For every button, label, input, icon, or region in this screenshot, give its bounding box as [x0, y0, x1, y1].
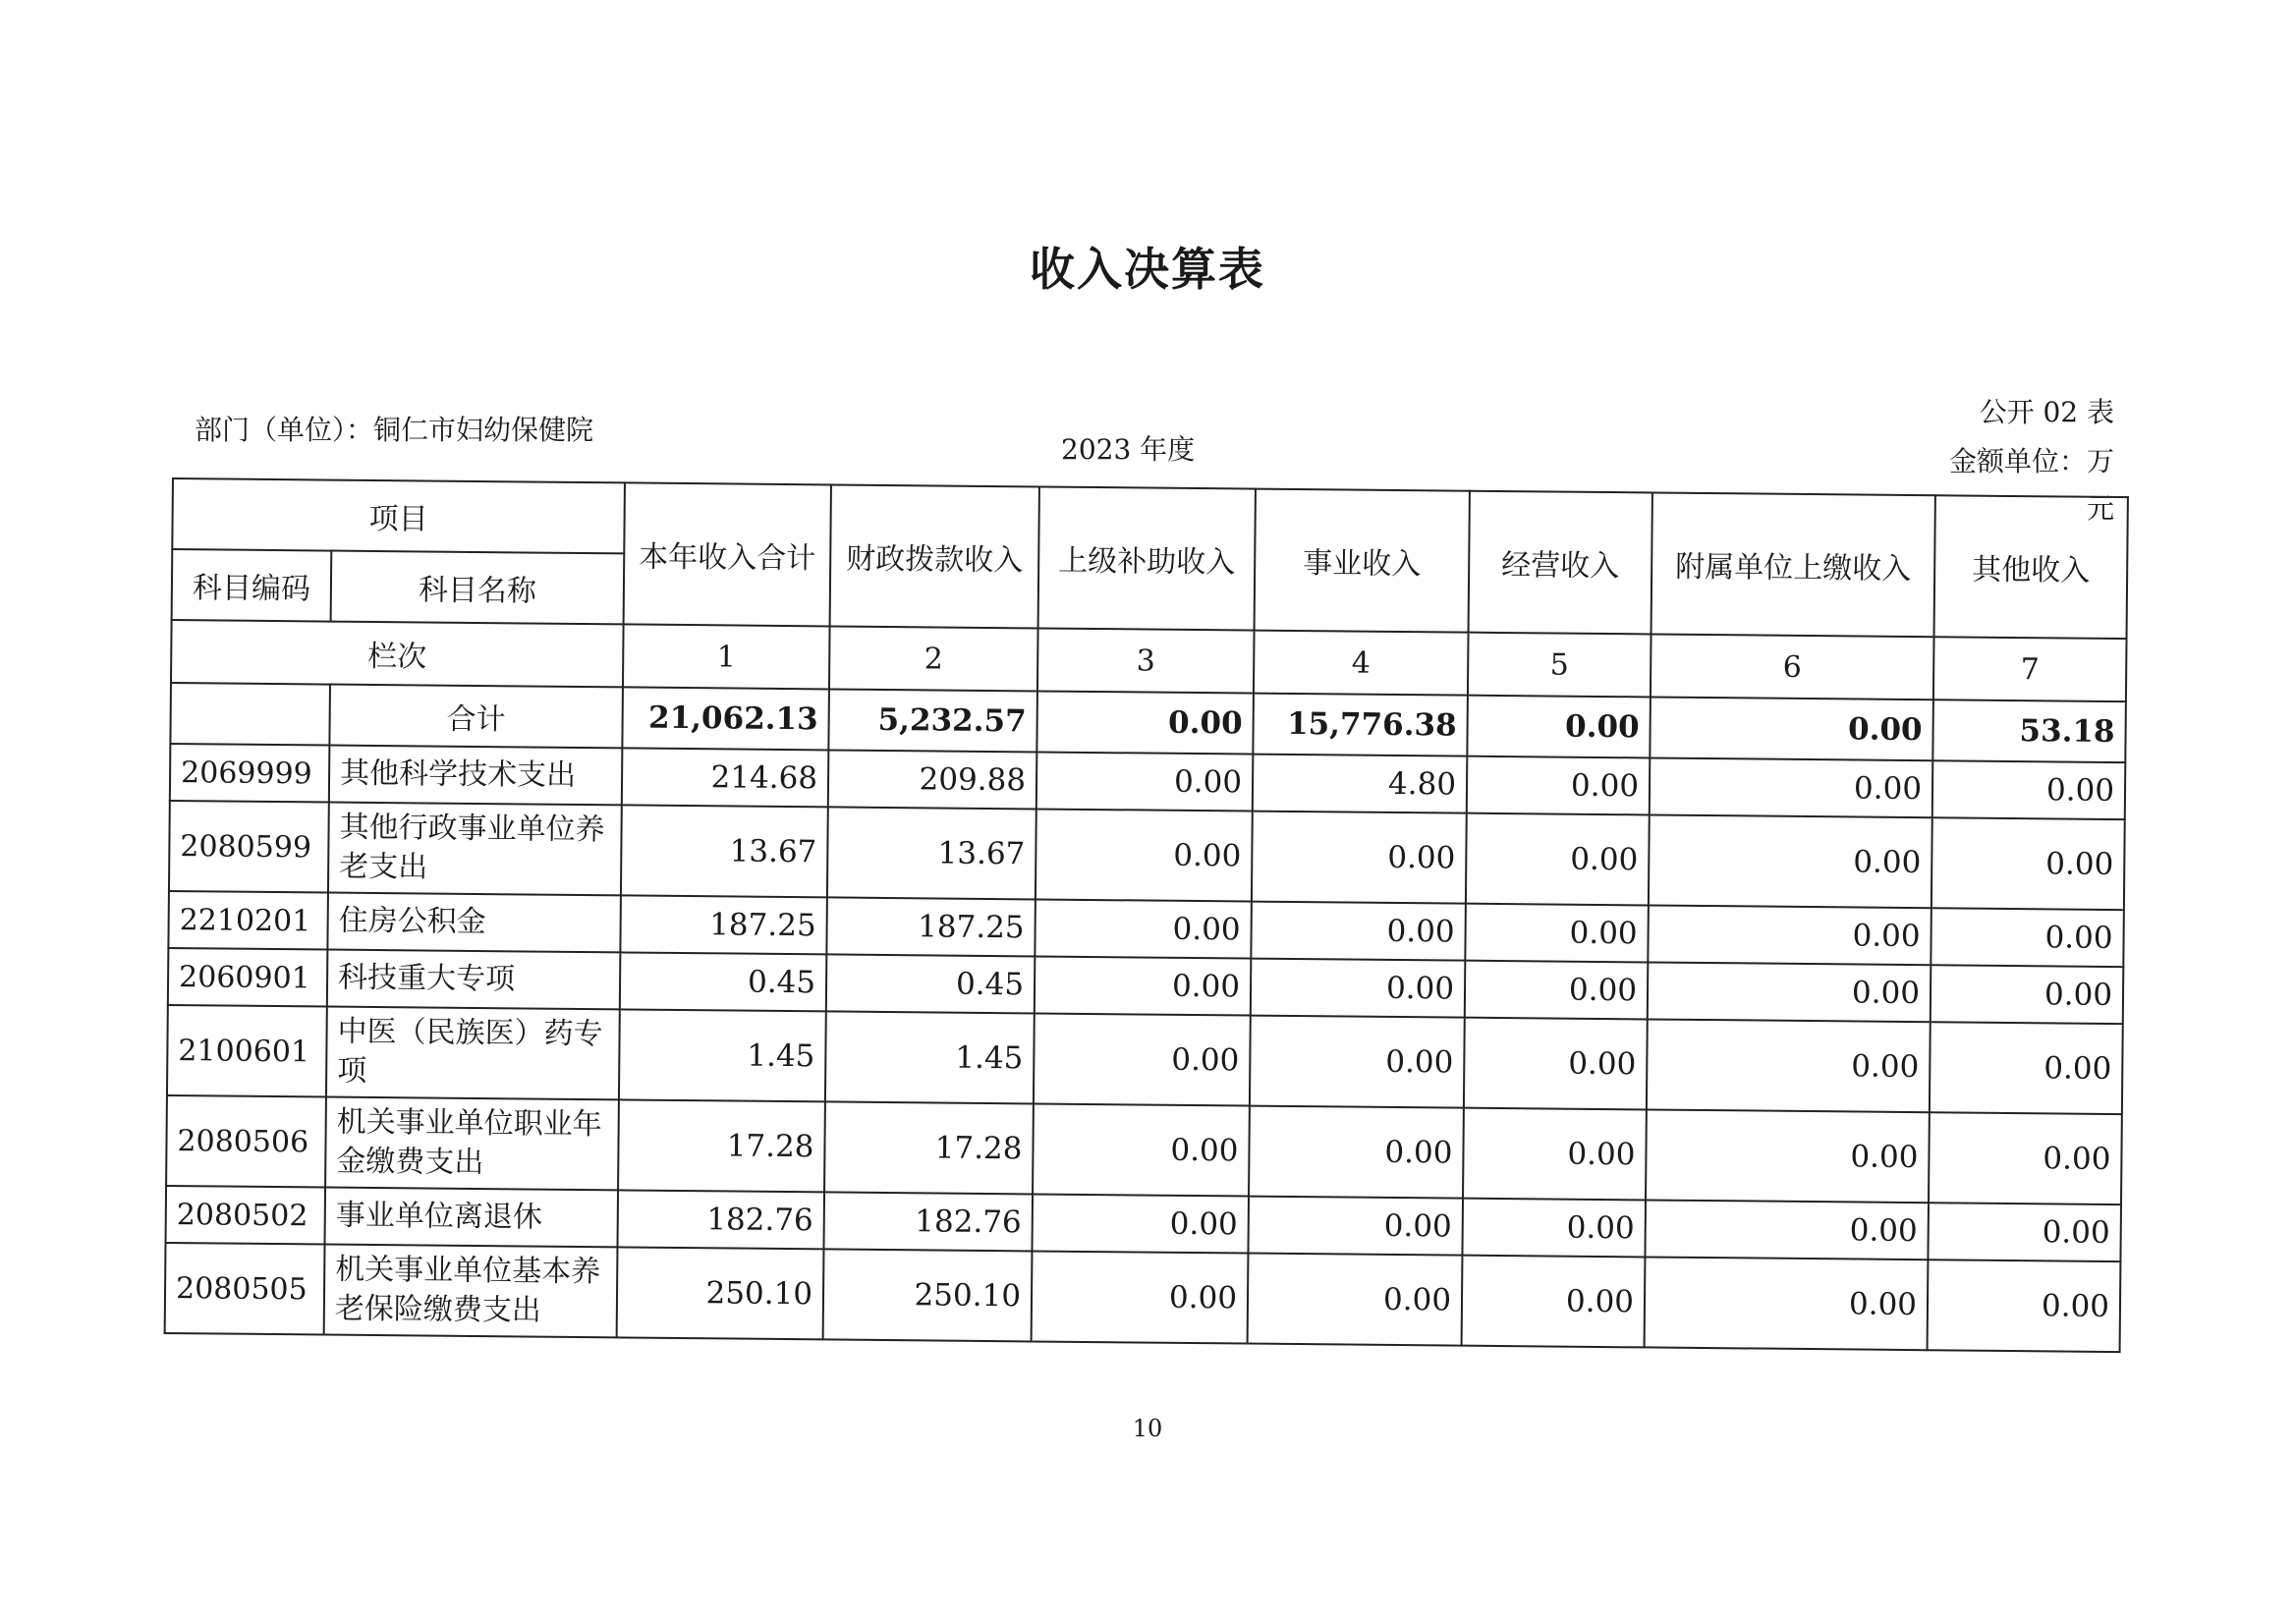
- income-table: [164, 477, 2129, 1353]
- value-cell: 0.00: [1463, 1108, 1647, 1201]
- header-name: 科目名称: [331, 551, 625, 625]
- value-cell: 0.00: [1929, 1112, 2122, 1204]
- table-body: [165, 478, 2128, 1352]
- subject-code: 2080506: [166, 1095, 326, 1188]
- value-cell: 0.00: [1035, 956, 1252, 1015]
- value-cell: 0.00: [1462, 1199, 1646, 1258]
- value-cell: 0.00: [1930, 1022, 2123, 1114]
- total-value: 21,062.13: [622, 687, 829, 750]
- header-item: 项目: [172, 478, 625, 553]
- value-cell: 0.00: [1032, 1194, 1249, 1253]
- value-cell: 0.00: [1648, 962, 1931, 1022]
- value-cell: 1.45: [825, 1011, 1035, 1103]
- subject-code: 2080502: [166, 1186, 326, 1245]
- value-cell: 187.25: [620, 895, 827, 954]
- row-label: 栏次: [171, 620, 624, 687]
- header-col-5: 经营收入: [1469, 491, 1652, 635]
- value-cell: 0.00: [1249, 1106, 1464, 1199]
- value-cell: 4.80: [1253, 755, 1468, 813]
- total-label: 合计: [329, 685, 623, 749]
- subject-code: 2210201: [168, 891, 328, 950]
- value-cell: 13.67: [827, 807, 1036, 899]
- value-cell: 0.00: [1252, 812, 1467, 904]
- year-label: 2023 年度: [1061, 433, 1196, 466]
- value-cell: 0.00: [1251, 959, 1466, 1018]
- value-cell: 0.00: [1035, 899, 1252, 958]
- header-col-4: 事业收入: [1255, 489, 1470, 633]
- value-cell: 0.00: [1248, 1254, 1463, 1346]
- value-cell: 187.25: [826, 897, 1036, 956]
- value-cell: 0.00: [1464, 1018, 1648, 1110]
- value-cell: 0.00: [1647, 1019, 1931, 1112]
- column-number: 4: [1254, 631, 1469, 696]
- value-cell: 0.00: [1931, 965, 2124, 1024]
- value-cell: 182.76: [823, 1192, 1033, 1251]
- department-label: 部门（单位）：铜仁市妇幼保健院: [195, 414, 594, 446]
- total-value: 0.00: [1650, 697, 1933, 760]
- value-cell: 0.00: [1928, 1260, 2121, 1352]
- subject-code: 2080599: [169, 801, 329, 893]
- page-number: 10: [1132, 1415, 1163, 1442]
- column-number: 2: [829, 626, 1038, 691]
- total-value: 53.18: [1932, 700, 2126, 762]
- subject-name: 事业单位离退休: [325, 1188, 619, 1248]
- table-number: 公开 02 表: [1979, 396, 2114, 428]
- header-code: 科目编码: [172, 549, 332, 622]
- value-cell: 0.00: [1649, 814, 1932, 908]
- value-cell: 0.00: [1467, 756, 1651, 815]
- subject-code: 2100601: [167, 1005, 327, 1097]
- value-cell: 0.00: [1466, 813, 1650, 906]
- value-cell: 0.00: [1032, 1251, 1249, 1343]
- value-cell: 0.00: [1465, 961, 1649, 1020]
- value-cell: 0.00: [1251, 902, 1466, 961]
- total-value: 0.00: [1036, 691, 1254, 754]
- value-cell: 0.00: [1036, 752, 1254, 811]
- value-cell: 0.00: [1250, 1016, 1465, 1108]
- header-col-6: 附属单位上缴收入: [1651, 492, 1935, 637]
- subject-name: 住房公积金: [327, 893, 621, 953]
- subject-code: 2080505: [165, 1243, 325, 1335]
- unit-label: 金额单位：万: [1948, 445, 2114, 477]
- subject-name: 其他科学技术支出: [329, 746, 623, 806]
- value-cell: 214.68: [622, 748, 829, 807]
- value-cell: 0.00: [1928, 1203, 2121, 1261]
- value-cell: 0.00: [1033, 1103, 1250, 1196]
- subject-code: 2069999: [170, 744, 330, 803]
- value-cell: 0.00: [1932, 760, 2126, 819]
- value-cell: 0.00: [1645, 1257, 1929, 1350]
- column-number: 5: [1468, 633, 1651, 698]
- subject-name: 中医（民族医）药专项: [326, 1007, 620, 1100]
- subject-name: 机关事业单位职业年金缴费支出: [325, 1097, 619, 1191]
- total-value: 15,776.38: [1253, 694, 1468, 756]
- subject-name: 其他行政事业单位养老支出: [328, 803, 622, 896]
- page-title: 收入决算表: [1030, 243, 1265, 296]
- total-code-cell: [170, 683, 330, 746]
- value-cell: 0.00: [1931, 908, 2124, 967]
- value-cell: 1.45: [619, 1009, 826, 1101]
- table-row: [165, 1243, 2121, 1352]
- value-cell: 209.88: [828, 750, 1037, 809]
- header-col-1: 本年收入合计: [624, 482, 831, 626]
- total-value: 0.00: [1467, 696, 1651, 758]
- total-value: 5,232.57: [828, 689, 1037, 752]
- value-cell: 13.67: [621, 805, 828, 897]
- column-number: 6: [1651, 634, 1934, 700]
- value-cell: 17.28: [618, 1099, 825, 1192]
- subject-code: 2060901: [168, 948, 328, 1007]
- header-col-3: 上级补助收入: [1038, 486, 1256, 630]
- column-number: 3: [1037, 628, 1255, 693]
- value-cell: 0.00: [1248, 1197, 1463, 1256]
- value-cell: 182.76: [618, 1190, 825, 1249]
- column-number: 1: [623, 624, 830, 689]
- value-cell: 0.00: [1462, 1256, 1646, 1348]
- value-cell: 0.45: [826, 954, 1036, 1013]
- subject-name: 机关事业单位基本养老保险缴费支出: [324, 1245, 618, 1338]
- value-cell: 0.00: [1465, 904, 1649, 963]
- value-cell: 0.00: [1648, 905, 1931, 965]
- value-cell: 0.00: [1650, 757, 1933, 817]
- value-cell: 0.00: [1034, 1013, 1251, 1105]
- value-cell: 250.10: [823, 1249, 1033, 1341]
- header-col-2: 财政拨款收入: [830, 484, 1039, 628]
- value-cell: 0.00: [1646, 1109, 1930, 1203]
- value-cell: 250.10: [617, 1247, 824, 1339]
- value-cell: 0.45: [620, 952, 827, 1011]
- value-cell: 0.00: [1931, 817, 2125, 910]
- unit-label-tail: 元: [2086, 492, 2114, 525]
- subject-name: 科技重大专项: [327, 950, 621, 1010]
- column-number: 7: [1933, 637, 2127, 701]
- value-cell: 0.00: [1645, 1200, 1929, 1260]
- value-cell: 0.00: [1036, 809, 1253, 901]
- value-cell: 17.28: [824, 1101, 1034, 1194]
- header-col-7: 其他收入: [1934, 495, 2128, 639]
